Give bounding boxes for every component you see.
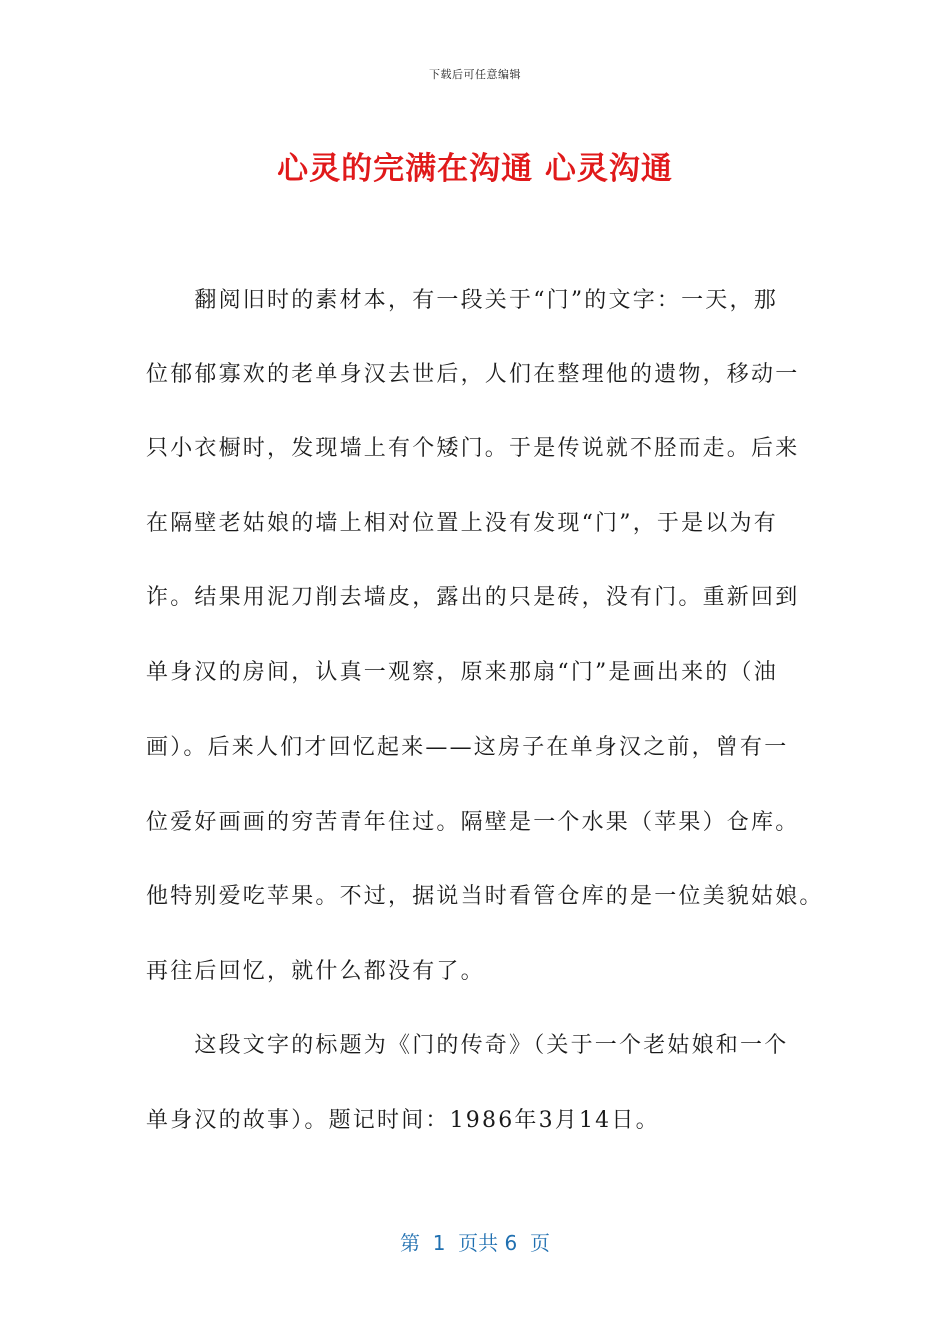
paragraph-line: 这段文字的标题为《门的传奇》（关于一个老姑娘和一个	[146, 1033, 789, 1058]
paragraph-line: 他特别爱吃苹果。不过，据说当时看管仓库的是一位美貌姑娘。	[146, 884, 824, 909]
paragraph-line: 在隔壁老姑娘的墙上相对位置上没有发现“门”，于是以为有	[146, 511, 778, 536]
paragraph-line: 单身汉的故事）。题记时间：1986年3月14日。	[146, 1108, 660, 1133]
paragraph-line: 诈。结果用泥刀削去墙皮，露出的只是砖，没有门。重新回到	[146, 585, 800, 610]
paragraph-line: 位爱好画画的穷苦青年住过。隔壁是一个水果（苹果）仓库。	[146, 810, 800, 835]
paragraph-line: 画）。后来人们才回忆起来——这房子在单身汉之前，曾有一	[146, 735, 789, 760]
paragraph-line: 只小衣橱时，发现墙上有个矮门。于是传说就不胫而走。后来	[146, 436, 800, 461]
paragraph-line: 位郁郁寡欢的老单身汉去世后，人们在整理他的遗物，移动一	[146, 362, 800, 387]
page-number: 第 1 页共 6 页	[400, 1231, 550, 1255]
paragraph-line: 单身汉的房间，认真一观察，原来那扇“门”是画出来的（油	[146, 660, 778, 685]
paragraph-line: 翻阅旧时的素材本，有一段关于“门”的文字：一天，那	[146, 288, 778, 313]
header-note: 下载后可任意编辑	[429, 68, 521, 81]
document-title: 心灵的完满在沟通 心灵沟通	[277, 151, 673, 187]
paragraph-line: 再往后回忆，就什么都没有了。	[146, 959, 485, 984]
